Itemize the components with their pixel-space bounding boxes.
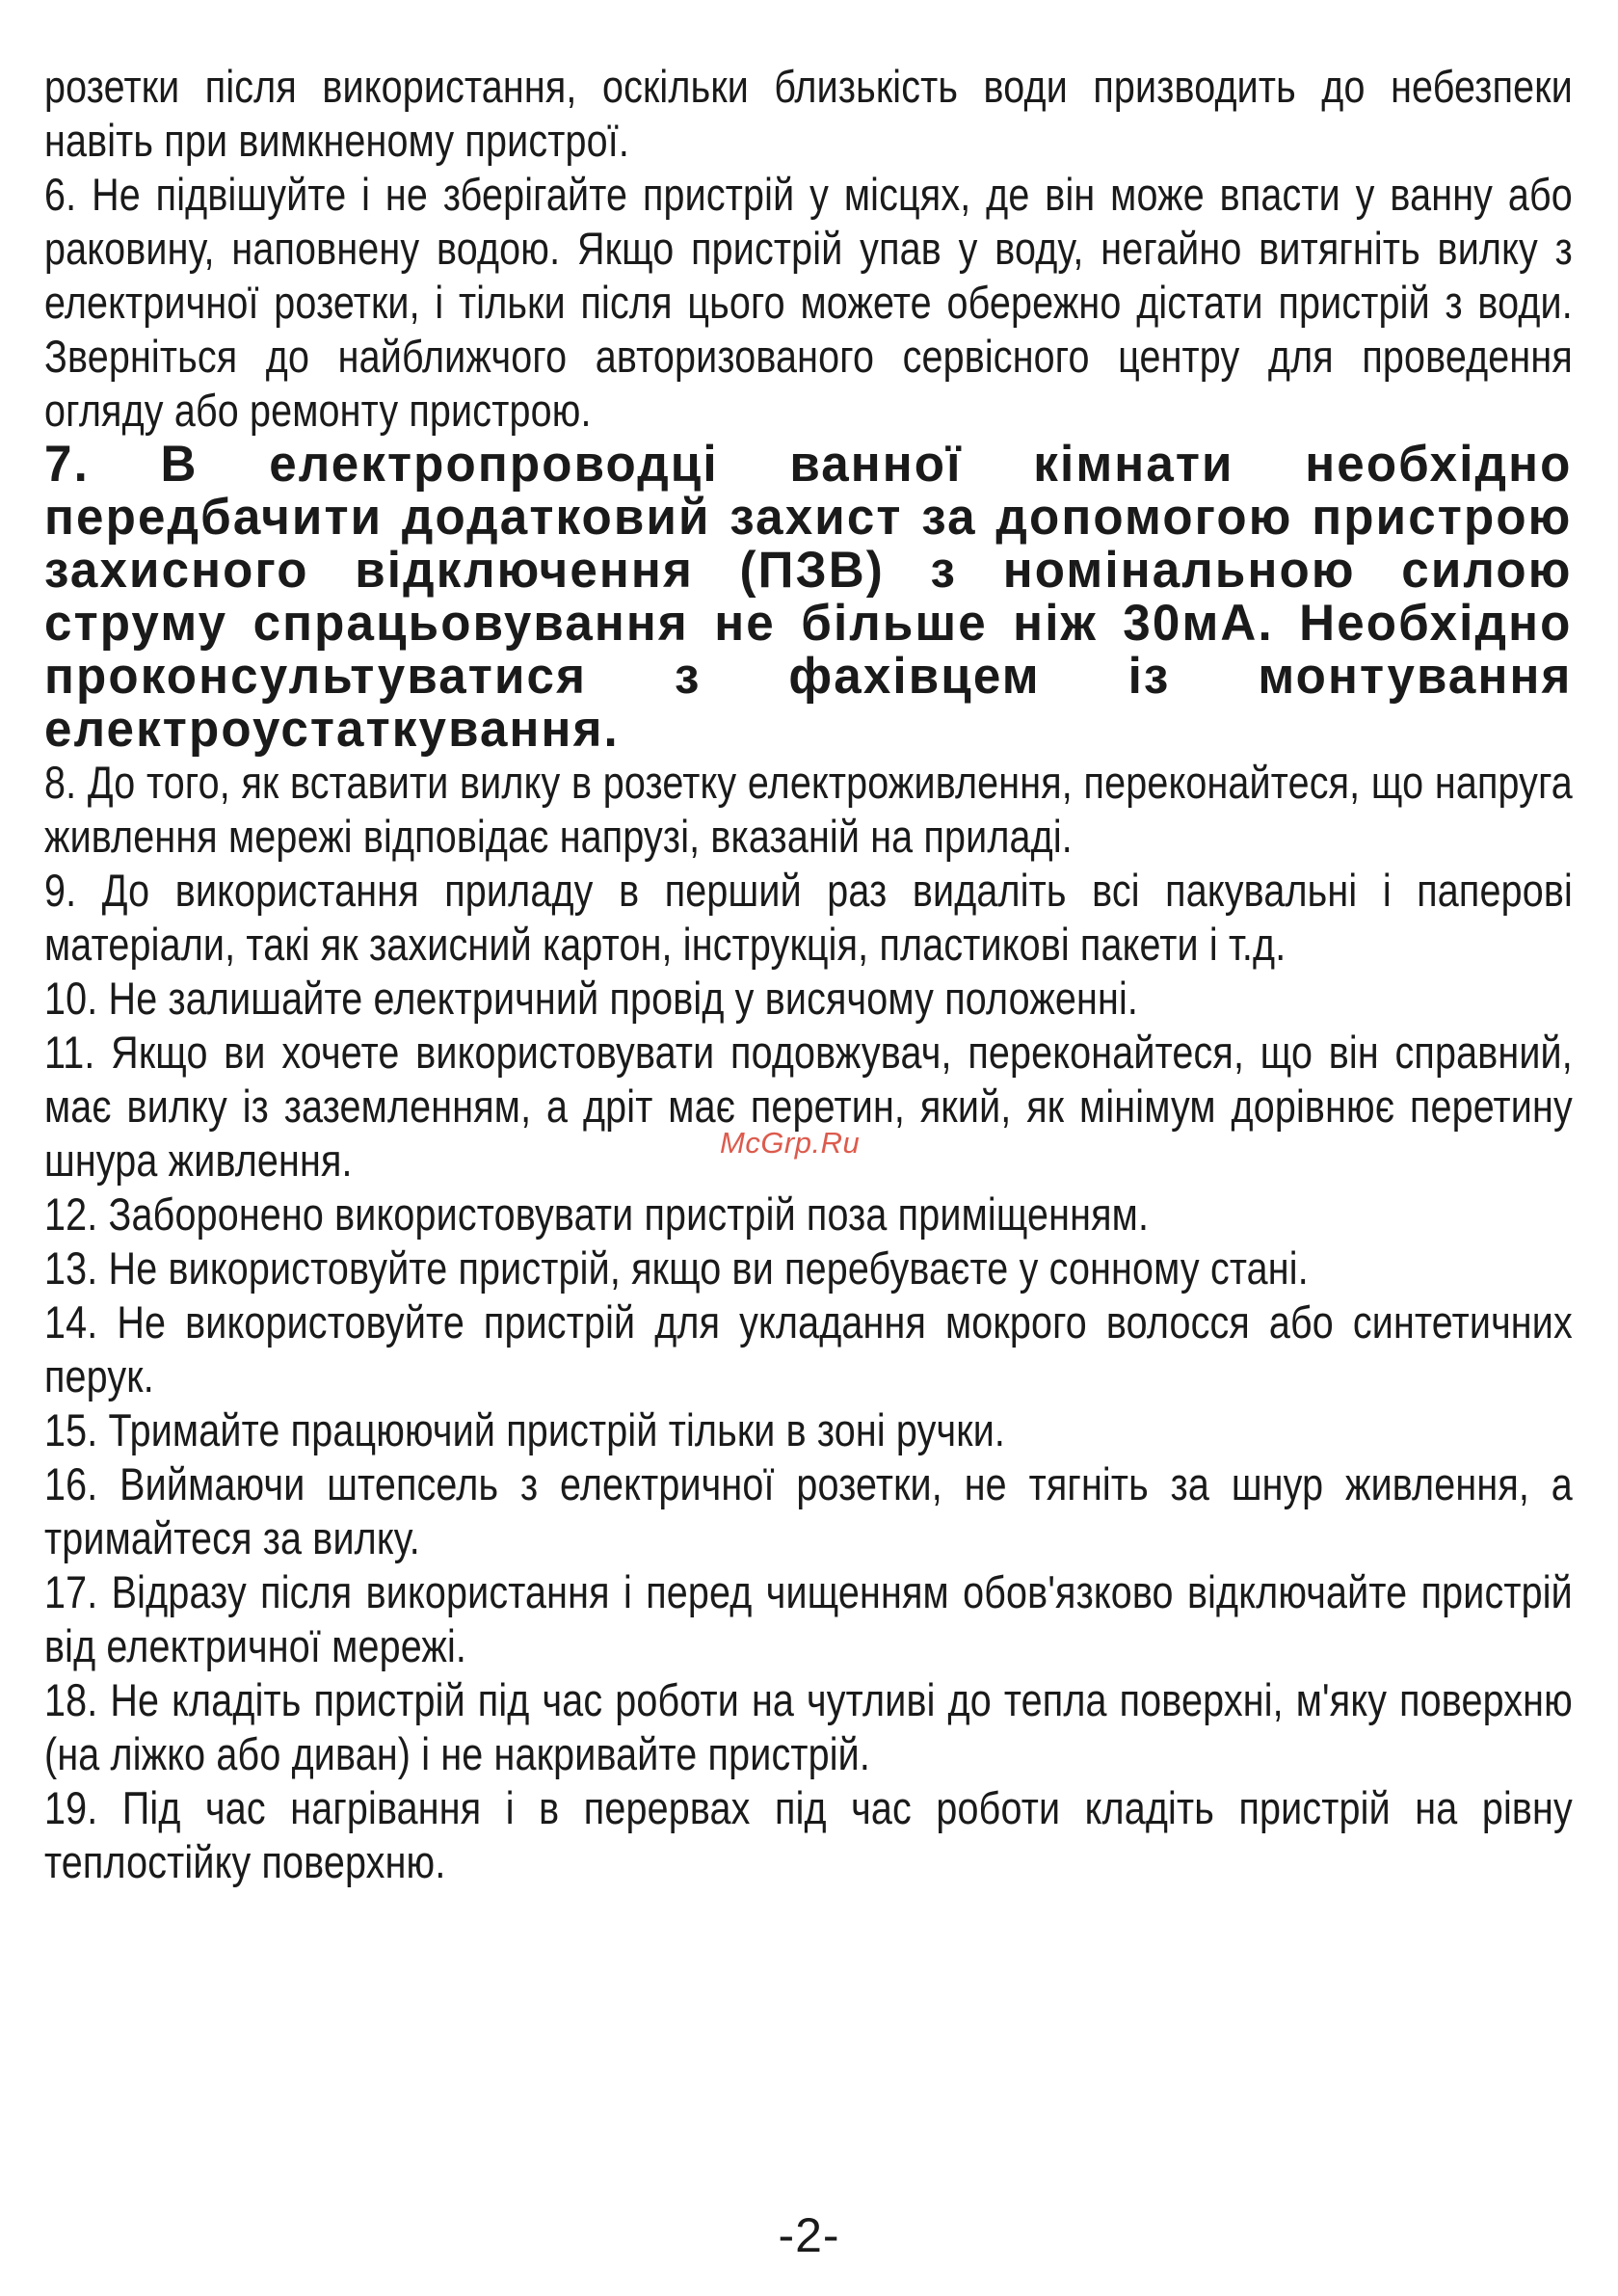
watermark: McGrp.Ru	[720, 1126, 861, 1160]
paragraph-10: 10. Не залишайте електричний провід у висячому положенні.	[44, 973, 1139, 1024]
paragraph-14: 14. Не використовуйте пристрій для укладання мокрого волосся або синтетичних перук.	[44, 1296, 1573, 1402]
paragraph-intro: розетки після використання, оскільки близькість води призводить до небезпеки навіть при вимкненому пристрої.	[44, 61, 1573, 166]
page-number: -2-	[778, 2208, 840, 2262]
paragraph-13: 13. Не використовуйте пристрій, якщо ви перебуваєте у сонному стані.	[44, 1242, 1309, 1294]
paragraph-9: 9. До використання приладу в перший раз видаліть всі пакувальні і паперові матеріали, такі як захисний картон, інструкція, пластикові пакети і т.д.	[44, 865, 1573, 970]
paragraph-16: 16. Виймаючи штепсель з електричної розетки, не тягніть за шнур живлення, а тримайтеся за вилку.	[44, 1458, 1573, 1563]
paragraph-8: 8. До того, як вставити вилку в розетку електроживлення, переконайтеся, що напруга живлення мережі відповідає напрузі, вказаній на приладі.	[44, 757, 1573, 862]
paragraph-17: 17. Відразу після використання і перед чищенням обов'язково відключайте пристрій від електричної мережі.	[44, 1566, 1573, 1671]
paragraph-15: 15. Тримайте працюючий пристрій тільки в зоні ручки.	[44, 1404, 1006, 1455]
paragraph-12: 12. Заборонено використовувати пристрій поза приміщенням.	[44, 1188, 1150, 1240]
paragraph-7-warning: 7. В електропроводці ванної кімнати необхідно передбачити додатковий захист за допомогою пристрою захисного відключення (ПЗВ) з номінальною силою струму спрацьовування не більше ніж 30мА. Необхідно проконсультуватися з фахівцем із монтування електроустаткування.	[44, 436, 1573, 758]
paragraph-6: 6. Не підвішуйте і не зберігайте пристрій у місцях, де він може впасти у ванну або раковину, наповнену водою. Якщо пристрій упав у воду, негайно витягніть вилку з електричної розетки, і тільки після цього можете обережно дістати пристрій з води. Зверніться до найближчого авторизованого сервісного центру для проведення огляду або ремонту пристрою.	[44, 169, 1573, 436]
document-body	[44, 60, 1573, 1889]
paragraph-11: 11. Якщо ви хочете використовувати подовжувач, переконайтеся, що він справний, має вилку із заземленням, а дріт має перетин, який, як мінімум дорівнює перетину шнура живлення.	[44, 1027, 1573, 1186]
paragraph-19: 19. Під час нагрівання і в перервах під час роботи кладіть пристрій на рівну теплостійку поверхню.	[44, 1782, 1573, 1887]
paragraph-18: 18. Не кладіть пристрій під час роботи на чутливі до тепла поверхні, м'яку поверхню (на ліжко або диван) і не накривайте пристрій.	[44, 1674, 1573, 1779]
